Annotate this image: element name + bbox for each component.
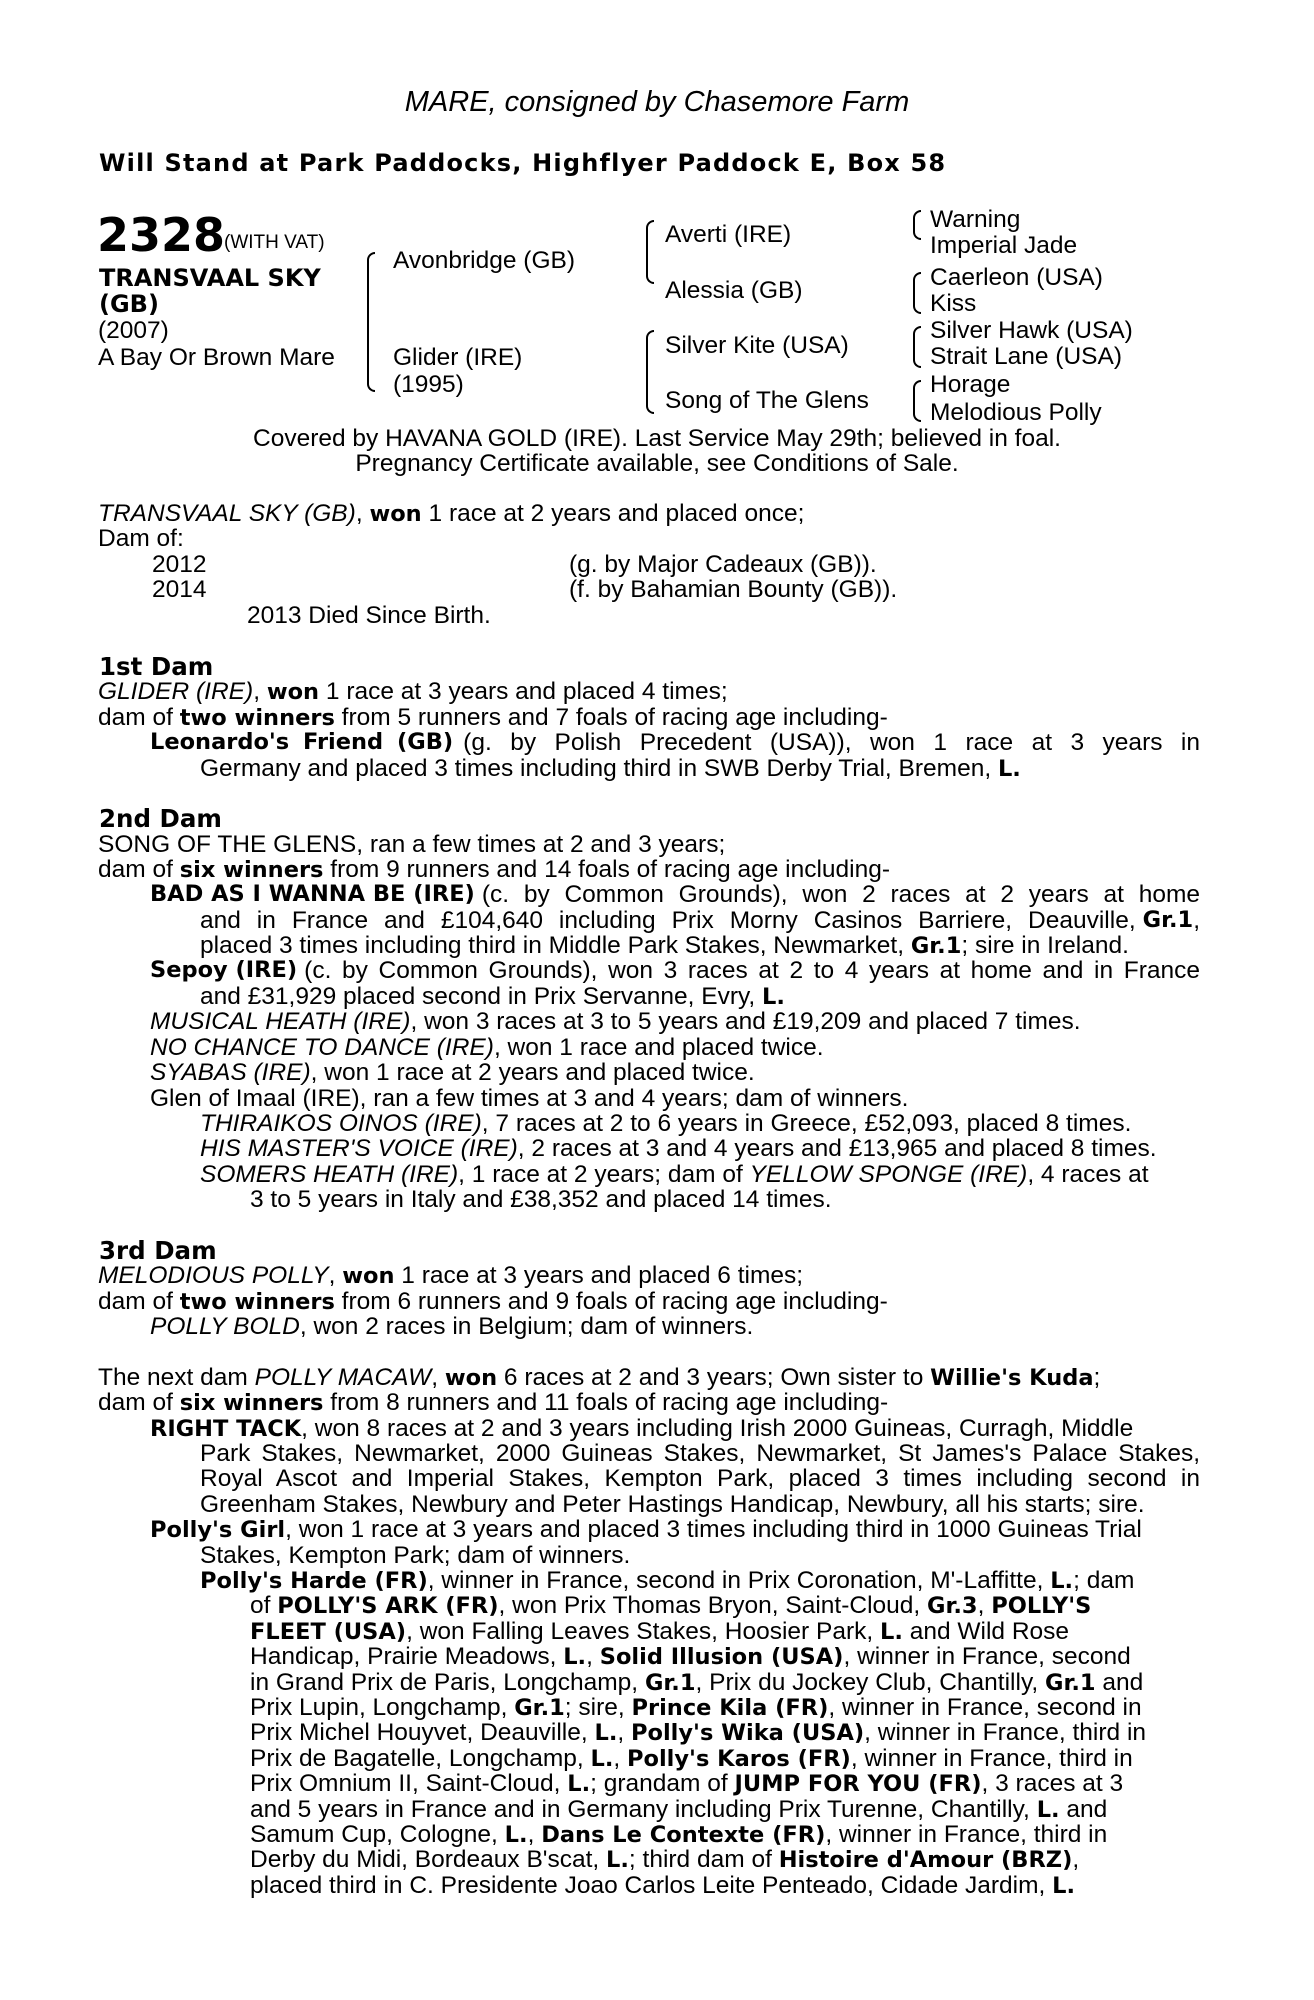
text: , won 1 race at 3 years and placed 3 times including third in 1000 Guineas Trial bbox=[285, 1516, 1142, 1543]
pedigree-brace-dd bbox=[913, 380, 921, 422]
pedigree-brace-ss bbox=[913, 210, 921, 240]
syabas-name: SYABAS (IRE) bbox=[150, 1059, 311, 1086]
pollys-harde-line-10 bbox=[250, 1797, 1107, 1824]
thiraikos-name: THIRAIKOS OINOS (IRE) bbox=[200, 1110, 482, 1137]
pedigree-brace-dam bbox=[646, 330, 654, 414]
pollys-harde-line-6 bbox=[250, 1695, 1142, 1722]
pollys-harde-line-5 bbox=[250, 1670, 1143, 1697]
sepoy-name: Sepoy (IRE) bbox=[150, 957, 298, 983]
text: Handicap, Prairie Meadows, bbox=[250, 1643, 557, 1670]
third-dam-line-2 bbox=[98, 1289, 888, 1316]
produce-desc-1: (g. by Major Cadeaux (GB)). bbox=[569, 551, 877, 578]
pollys-fleet-name: POLLY'S bbox=[991, 1593, 1092, 1619]
horse-origin: (GB) bbox=[99, 290, 159, 318]
text: , bbox=[613, 1745, 621, 1772]
winners-count: two winners bbox=[179, 1289, 335, 1315]
somers-line-1 bbox=[200, 1162, 1200, 1188]
text: and Wild Rose bbox=[909, 1618, 1070, 1645]
text: Samum Cup, Cologne, bbox=[250, 1821, 498, 1848]
bad-line-1 bbox=[150, 882, 1200, 908]
text: ; bbox=[1093, 1364, 1101, 1391]
pollys-ark-name: POLLY'S ARK (FR) bbox=[277, 1593, 499, 1619]
group-mark: Gr.3 bbox=[927, 1593, 978, 1619]
pollys-harde-line-8 bbox=[250, 1746, 1133, 1773]
third-dam-line-1 bbox=[98, 1263, 803, 1290]
text: Derby du Midi, Bordeaux B'scat, bbox=[250, 1846, 600, 1873]
next-dam-line-1 bbox=[98, 1365, 1100, 1392]
text: and bbox=[1066, 1796, 1108, 1823]
pedigree-dam-year: (1995) bbox=[393, 371, 464, 398]
somers-line-2: 3 to 5 years in Italy and £38,352 and placed 14 times. bbox=[250, 1186, 832, 1213]
thiraikos-line bbox=[200, 1111, 1131, 1137]
text: ; sire in Ireland. bbox=[961, 932, 1129, 959]
polly-macaw-name: POLLY MACAW bbox=[254, 1364, 432, 1391]
text: 6 races at 2 and 3 years; Own sister to bbox=[503, 1364, 924, 1391]
text: from 5 runners and 7 foals of racing age including- bbox=[341, 704, 888, 731]
text: Prix de Bagatelle, Longchamp, bbox=[250, 1745, 584, 1772]
won-label: won bbox=[342, 1263, 395, 1289]
listed-mark: L. bbox=[567, 1771, 591, 1797]
text: Germany and placed 3 times including third in SWB Derby Trial, Bremen, bbox=[200, 755, 992, 782]
sep: , bbox=[431, 1364, 439, 1391]
text: , bbox=[527, 1821, 535, 1848]
melodious-polly-name: MELODIOUS POLLY bbox=[98, 1262, 329, 1289]
horse-year: (2007) bbox=[98, 317, 169, 344]
first-dam-line-1 bbox=[98, 679, 728, 706]
pedigree-sdd: Kiss bbox=[930, 290, 977, 317]
text: , winner in France, third in bbox=[850, 1745, 1133, 1772]
text: , winner in France, third in bbox=[864, 1719, 1147, 1746]
syabas-line bbox=[150, 1060, 755, 1086]
text: placed third in C. Presidente Joao Carlos Leite Penteado, Cidade Jardim, bbox=[250, 1872, 1046, 1899]
text: , bbox=[1072, 1846, 1080, 1873]
listed-mark: L. bbox=[590, 1746, 614, 1772]
text: placed 3 times including third in Middle Park Stakes, Newmarket, bbox=[200, 932, 905, 959]
histoire-damour-name: Histoire d'Amour (BRZ) bbox=[778, 1847, 1073, 1873]
pollys-harde-line-4 bbox=[250, 1644, 1131, 1671]
pollys-harde-line-9 bbox=[250, 1771, 1123, 1798]
right-tack-line-4: Greenham Stakes, Newbury and Peter Hastings Handicap, Newbury, all his starts; sire. bbox=[200, 1491, 1145, 1518]
leonardo-name: Leonardo's Friend (GB) bbox=[150, 729, 454, 755]
text: , 1 race at 2 years; dam of bbox=[458, 1161, 743, 1188]
pedigree-brace-ds bbox=[913, 326, 921, 368]
text: , winner in France, second in Prix Coronation, M'-Laffitte, bbox=[427, 1567, 1044, 1594]
polly-bold-name: POLLY BOLD bbox=[150, 1313, 300, 1340]
pedigree-sire-dam: Alessia (GB) bbox=[665, 277, 803, 304]
text: from 9 runners and 14 foals of racing age including- bbox=[330, 856, 891, 883]
pedigree-brace-main bbox=[367, 252, 375, 392]
right-tack-line-2: Park Stakes, Newmarket, 2000 Guineas Stakes, Newmarket, St James's Palace Stakes, bbox=[200, 1440, 1200, 1467]
text: , bbox=[586, 1643, 593, 1670]
text: 1 race at 3 years and placed 4 times; bbox=[325, 678, 728, 705]
text: (c. by Common Grounds), won 3 races at 2 to 4 years at home and in France bbox=[304, 957, 1200, 984]
second-dam-line-1: SONG OF THE GLENS, ran a few times at 2 and 3 years; bbox=[98, 831, 726, 858]
his-master-line bbox=[200, 1136, 1157, 1162]
text: dam of bbox=[98, 704, 173, 731]
horse-name: TRANSVAAL SKY bbox=[99, 264, 321, 292]
text: , 7 races at 2 to 6 years in Greece, £52,093, placed 8 times. bbox=[481, 1110, 1132, 1137]
group-mark: Gr.1 bbox=[1142, 907, 1194, 933]
text: from 8 runners and 11 foals of racing age including- bbox=[330, 1389, 889, 1416]
pedigree-dsd: Strait Lane (USA) bbox=[930, 343, 1122, 370]
pollys-harde-line-2 bbox=[250, 1593, 1091, 1620]
pollys-karos-name: Polly's Karos (FR) bbox=[627, 1746, 851, 1772]
pedigree-brace-sire bbox=[646, 220, 654, 284]
text: , won 8 races at 2 and 3 years including Irish 2000 Guineas, Curragh, Middle bbox=[301, 1415, 1134, 1442]
listed-mark: L. bbox=[606, 1847, 629, 1873]
won-label: won bbox=[444, 1365, 498, 1391]
text: 1 race at 3 years and placed 6 times; bbox=[401, 1262, 804, 1289]
prince-kila-name: Prince Kila (FR) bbox=[631, 1695, 829, 1721]
next-dam-line-2 bbox=[98, 1390, 888, 1417]
group-mark: Gr.1 bbox=[910, 933, 962, 959]
text: and £31,929 placed second in Prix Servanne, Evry, bbox=[200, 983, 756, 1010]
text: of bbox=[250, 1592, 271, 1619]
text: Prix Lupin, Longchamp, bbox=[250, 1694, 508, 1721]
record-won: won bbox=[369, 501, 422, 527]
listed-mark: L. bbox=[762, 984, 785, 1010]
bad-line-2 bbox=[200, 908, 1200, 934]
pedigree-dam: Glider (IRE) bbox=[393, 344, 523, 371]
listed-mark: L. bbox=[594, 1720, 618, 1746]
text: in Grand Prix de Paris, Longchamp, bbox=[250, 1669, 639, 1696]
pedigree-ddd: Melodious Polly bbox=[930, 399, 1102, 426]
text: , won Falling Leaves Stakes, Hoosier Park, bbox=[406, 1618, 874, 1645]
vat-note: (WITH VAT) bbox=[224, 232, 325, 253]
text: and 5 years in France and in Germany including Prix Turenne, Chantilly, bbox=[250, 1796, 1030, 1823]
text: , bbox=[617, 1719, 625, 1746]
listed-mark: L. bbox=[1052, 1873, 1076, 1899]
listed-mark: L. bbox=[563, 1644, 587, 1670]
text: ; third dam of bbox=[628, 1846, 772, 1873]
dans-le-contexte-name: Dans Le Contexte (FR) bbox=[541, 1822, 826, 1848]
pollys-fleet-name-cont: FLEET (USA) bbox=[250, 1619, 407, 1645]
bad-line-3 bbox=[200, 933, 1129, 960]
text: , bbox=[977, 1592, 985, 1619]
produce-year-2: 2014 bbox=[152, 576, 207, 603]
somers-heath-name: SOMERS HEATH (IRE) bbox=[200, 1161, 459, 1188]
first-dam-line-2 bbox=[98, 705, 888, 732]
text: , won 1 race and placed twice. bbox=[493, 1034, 824, 1061]
record-rest: 1 race at 2 years and placed once; bbox=[428, 500, 805, 527]
listed-mark: L. bbox=[1050, 1568, 1074, 1594]
produce-year-1: 2012 bbox=[152, 551, 207, 578]
pollys-harde-name: Polly's Harde (FR) bbox=[200, 1568, 428, 1594]
right-tack-line-3: Royal Ascot and Imperial Stakes, Kempton Park, placed 3 times including second in bbox=[200, 1465, 1200, 1492]
text: (c. by Common Grounds), won 2 races at 2 years at home bbox=[481, 881, 1200, 908]
third-dam-line-3 bbox=[150, 1314, 753, 1340]
listed-mark: L. bbox=[880, 1619, 903, 1645]
consignor-heading: MARE, consigned by Chasemore Farm bbox=[404, 86, 910, 118]
dam-of-label: Dam of: bbox=[98, 525, 184, 552]
sep: , bbox=[253, 678, 260, 705]
right-tack-name: RIGHT TACK bbox=[150, 1416, 302, 1442]
text: , won 2 races in Belgium; dam of winners. bbox=[299, 1313, 754, 1340]
nochance-line bbox=[150, 1035, 824, 1061]
record-name: TRANSVAAL SKY (GB) bbox=[98, 500, 356, 527]
covered-line: Covered by HAVANA GOLD (IRE). Last Service May 29th; believed in foal. bbox=[253, 425, 1061, 452]
text: , won 1 race at 2 years and placed twice. bbox=[310, 1059, 755, 1086]
group-mark: Gr.1 bbox=[1045, 1670, 1096, 1696]
text: dam of bbox=[98, 1389, 173, 1416]
pedigree-brace-sd bbox=[913, 272, 921, 314]
record-line: TRANSVAAL SKY (GB), won 1 race at 2 years and placed once; bbox=[98, 500, 805, 527]
pedigree-dam-sire: Silver Kite (USA) bbox=[665, 332, 849, 359]
first-dam-line-3 bbox=[150, 730, 1200, 756]
text: and bbox=[1102, 1669, 1144, 1696]
text: , 3 races at 3 bbox=[981, 1770, 1124, 1797]
musical-heath-name: MUSICAL HEATH (IRE) bbox=[150, 1008, 411, 1035]
text: , won Prix Thomas Bryon, Saint-Cloud, bbox=[498, 1592, 921, 1619]
pedigree-sss: Warning bbox=[930, 206, 1021, 233]
his-masters-voice-name: HIS MASTER'S VOICE (IRE) bbox=[200, 1135, 518, 1162]
text: ; sire, bbox=[564, 1694, 625, 1721]
stand-location: Will Stand at Park Paddocks, Highflyer Paddock E, Box 58 bbox=[99, 149, 947, 177]
text: The next dam bbox=[98, 1364, 248, 1391]
right-tack-line-1 bbox=[150, 1416, 1133, 1443]
winners-count: six winners bbox=[179, 857, 324, 883]
yellow-sponge-name: YELLOW SPONGE (IRE) bbox=[749, 1161, 1028, 1188]
text: , winner in France, second bbox=[843, 1643, 1131, 1670]
pollys-harde-line-7 bbox=[250, 1720, 1146, 1747]
winners-count: two winners bbox=[179, 705, 335, 731]
pollys-wika-name: Polly's Wika (USA) bbox=[631, 1720, 865, 1746]
pedigree-sire: Avonbridge (GB) bbox=[393, 247, 576, 274]
group-mark: Gr.1 bbox=[514, 1695, 565, 1721]
pollys-harde-line-3 bbox=[250, 1619, 1069, 1646]
listed-mark: L. bbox=[997, 756, 1021, 782]
listed-mark: L. bbox=[1036, 1797, 1060, 1823]
group-mark: Gr.1 bbox=[644, 1670, 696, 1696]
pedigree-dds: Horage bbox=[930, 371, 1011, 398]
pedigree-sds: Caerleon (USA) bbox=[930, 264, 1103, 291]
willies-kuda-name: Willie's Kuda bbox=[930, 1365, 1094, 1391]
sep: , bbox=[328, 1262, 336, 1289]
won-label: won bbox=[266, 679, 320, 705]
second-dam-heading: 2nd Dam bbox=[99, 804, 222, 833]
text: , Prix du Jockey Club, Chantilly, bbox=[695, 1669, 1039, 1696]
text: , winner in France, third in bbox=[825, 1821, 1108, 1848]
pedigree-dss: Silver Hawk (USA) bbox=[930, 317, 1133, 344]
text: Prix Omnium II, Saint-Cloud, bbox=[250, 1770, 561, 1797]
pollys-girl-name: Polly's Girl bbox=[150, 1517, 286, 1543]
pollys-harde-line-11 bbox=[250, 1822, 1107, 1849]
pollys-girl-line-2: Stakes, Kempton Park; dam of winners. bbox=[200, 1542, 631, 1569]
pollys-harde-line-1 bbox=[200, 1568, 1134, 1595]
pedigree-sire-sire: Averti (IRE) bbox=[665, 221, 792, 248]
text: Prix Michel Houyvet, Deauville, bbox=[250, 1719, 588, 1746]
musical-line bbox=[150, 1009, 1081, 1035]
text: , won 3 races at 3 to 5 years and £19,209 and placed 7 times. bbox=[410, 1008, 1081, 1035]
text: and in France and £104,640 including Prix Morny Casinos Barriere, Deauville, bbox=[200, 907, 1136, 934]
pollys-harde-line-12 bbox=[250, 1847, 1079, 1874]
glider-name: GLIDER (IRE) bbox=[98, 678, 254, 705]
pedigree-ssd: Imperial Jade bbox=[930, 232, 1078, 259]
jump-for-you-name: JUMP FOR YOU (FR) bbox=[734, 1771, 982, 1797]
pollys-girl-line-1 bbox=[150, 1517, 1142, 1544]
produce-desc-2: (f. by Bahamian Bounty (GB)). bbox=[569, 576, 898, 603]
text: , 4 races at bbox=[1027, 1161, 1149, 1188]
text: dam of bbox=[98, 1288, 173, 1315]
listed-mark: L. bbox=[504, 1822, 528, 1848]
second-dam-line-2 bbox=[98, 857, 890, 884]
text: ; dam bbox=[1073, 1567, 1135, 1594]
bad-as-i-wanna-be-name: BAD AS I WANNA BE (IRE) bbox=[150, 881, 475, 907]
pregnancy-line: Pregnancy Certificate available, see Conditions of Sale. bbox=[355, 450, 959, 477]
pollys-harde-line-13 bbox=[250, 1873, 1075, 1900]
text: dam of bbox=[98, 856, 173, 883]
sepoy-line-1 bbox=[150, 958, 1200, 984]
first-dam-heading: 1st Dam bbox=[99, 652, 214, 681]
pedigree-dam-dam: Song of The Glens bbox=[665, 387, 869, 414]
text: ; grandam of bbox=[590, 1770, 728, 1797]
lot-number: 2328 bbox=[97, 208, 226, 262]
text: from 6 runners and 9 foals of racing age including- bbox=[341, 1288, 888, 1315]
first-dam-line-4 bbox=[200, 756, 1021, 783]
died-note: 2013 Died Since Birth. bbox=[247, 602, 491, 629]
horse-description: A Bay Or Brown Mare bbox=[98, 344, 335, 371]
text: , winner in France, second in bbox=[828, 1694, 1142, 1721]
text: , bbox=[1193, 907, 1200, 934]
no-chance-name: NO CHANCE TO DANCE (IRE) bbox=[150, 1034, 494, 1061]
third-dam-heading: 3rd Dam bbox=[99, 1236, 217, 1265]
text: , 2 races at 3 and 4 years and £13,965 and placed 8 times. bbox=[517, 1135, 1157, 1162]
sepoy-line-2 bbox=[200, 984, 785, 1011]
text: (g. by Polish Precedent (USA)), won 1 race at 3 years in bbox=[463, 729, 1200, 756]
winners-count: six winners bbox=[179, 1390, 324, 1416]
glen-line: Glen of Imaal (IRE), ran a few times at 3 and 4 years; dam of winners. bbox=[150, 1085, 909, 1112]
solid-illusion-name: Solid Illusion (USA) bbox=[599, 1644, 844, 1670]
